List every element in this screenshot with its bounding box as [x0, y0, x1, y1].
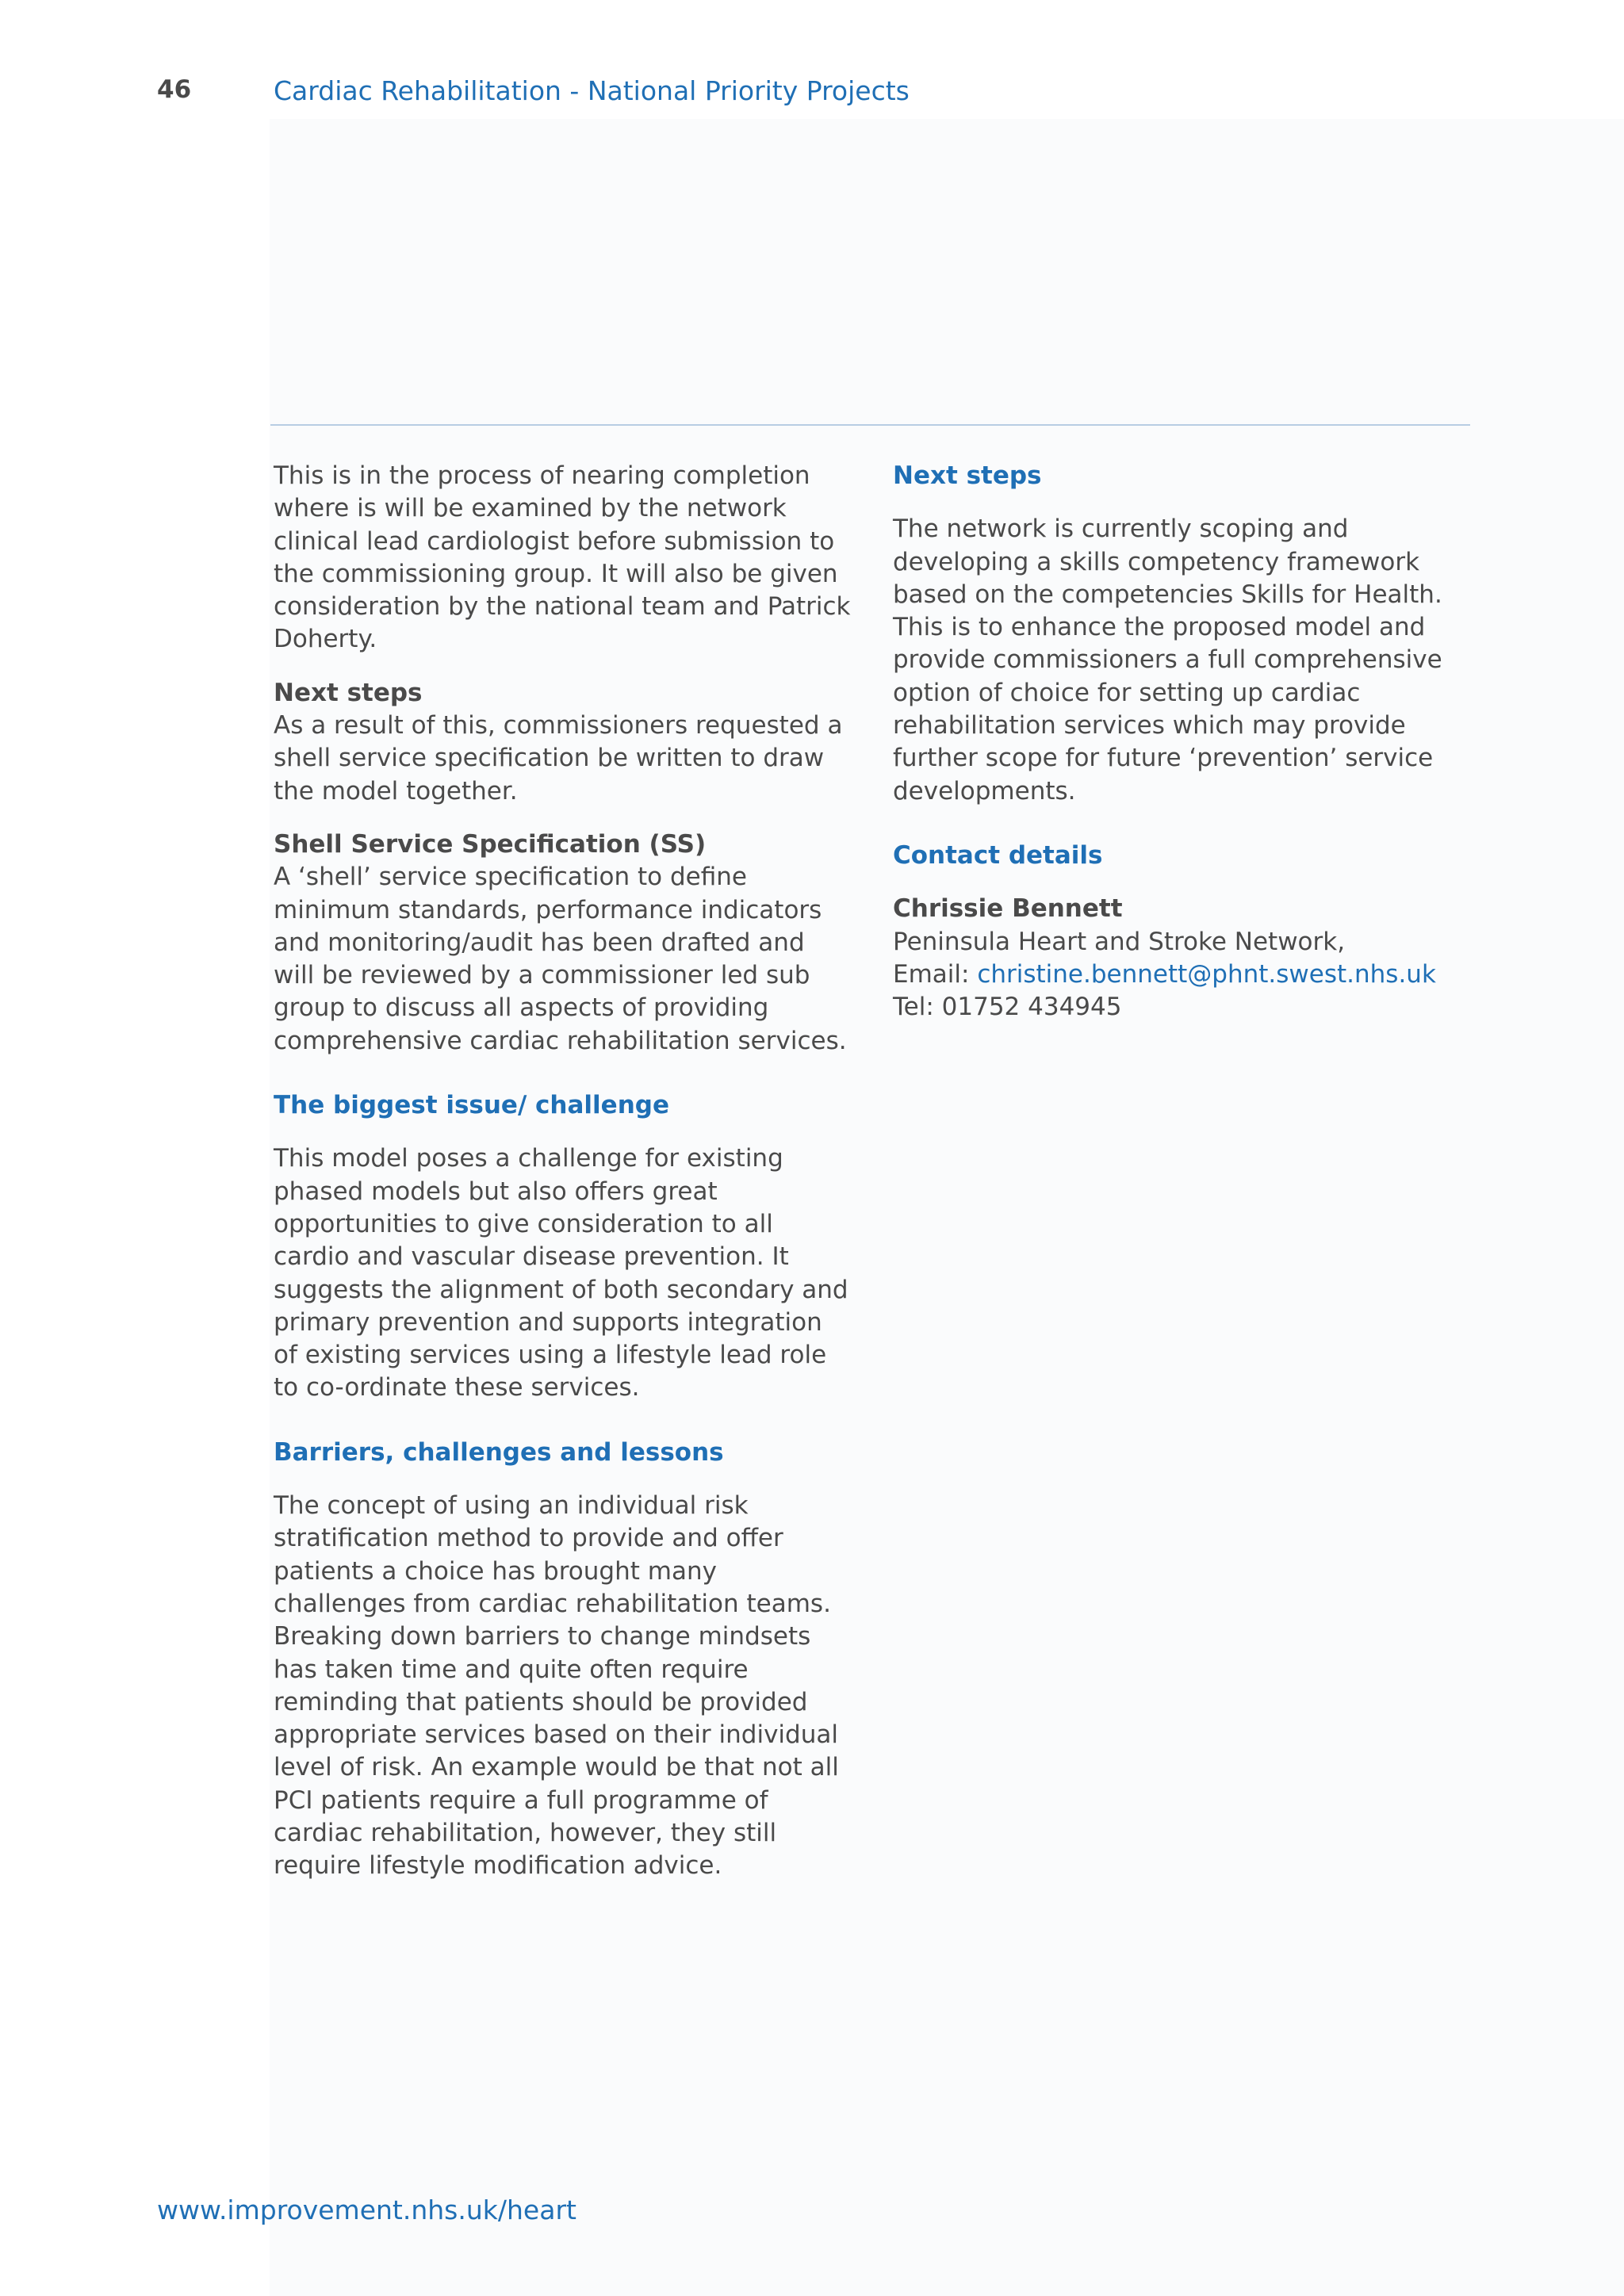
right-column [893, 460, 1472, 1024]
next-steps-paragraph: As a result of this, commissioners requested a shell service specification be written to draw the model together. [274, 711, 843, 806]
page-number: 46 [157, 75, 192, 104]
section-divider [270, 424, 1470, 426]
contact-email-line [893, 959, 1472, 991]
shell-spec-subheading: Shell Service Specification (SS) [274, 829, 707, 859]
barriers-paragraph: The concept of using an individual risk stratification method to provide and offer patients a choice has brought many challenges from cardiac rehabilitation teams. Breaking down barriers to change mindsets has taken time and quite often require reminding that patients should be provided appropriate services based on their individual level of risk. An example would be that not all PCI patients require a full programme of cardiac rehabilitation, however, they still require lifestyle modification advice. [274, 1491, 839, 1881]
shell-spec-paragraph: A ‘shell’ service specification to define minimum standards, performance indicators and monitoring/audit has been drafted and will be reviewed by a commissioner led sub group to discuss all aspects of providing comprehensive cardiac rehabilitation services. [274, 863, 847, 1055]
next-steps-subheading: Next steps [274, 678, 423, 707]
left-column [274, 460, 852, 1883]
contact-organisation: Peninsula Heart and Stroke Network, [893, 927, 1346, 956]
barriers-heading: Barriers, challenges and lessons [274, 1437, 724, 1467]
contact-details-heading: Contact details [893, 840, 1103, 870]
email-label: Email: [893, 959, 978, 989]
biggest-issue-paragraph: This model poses a challenge for existing phased models but also offers great opportunities to give consideration to all cardio and vascular disease prevention. It suggests the alignment of both secondary and primary prevention and supports integration of existing services using a lifestyle lead role to co-ordinate these services. [274, 1144, 848, 1402]
contact-telephone: Tel: 01752 434945 [893, 993, 1122, 1022]
next-steps-heading: Next steps [893, 461, 1042, 490]
running-header: Cardiac Rehabilitation - National Priority Projects [274, 75, 910, 106]
email-link[interactable]: christine.bennett@phnt.swest.nhs.uk [977, 959, 1436, 989]
network-scoping-paragraph: The network is currently scoping and developing a skills competency framework based on the competencies Skills for Health. This is to enhance the proposed model and provide commissioners a full comprehensive option of choice for setting up cardiac rehabilitation services which may provide further scope for future ‘prevention’ service developments. [893, 515, 1442, 806]
footer-url-link[interactable]: www.improvement.nhs.uk/heart [157, 2195, 576, 2225]
contact-name: Chrissie Bennett [893, 894, 1123, 924]
biggest-issue-heading: The biggest issue/ challenge [274, 1091, 669, 1120]
intro-paragraph: This is in the process of nearing completion where is will be examined by the network clinical lead cardiologist before submission to the commissioning group. It will also be given consideration by the national team and Patrick Doherty. [274, 461, 851, 654]
